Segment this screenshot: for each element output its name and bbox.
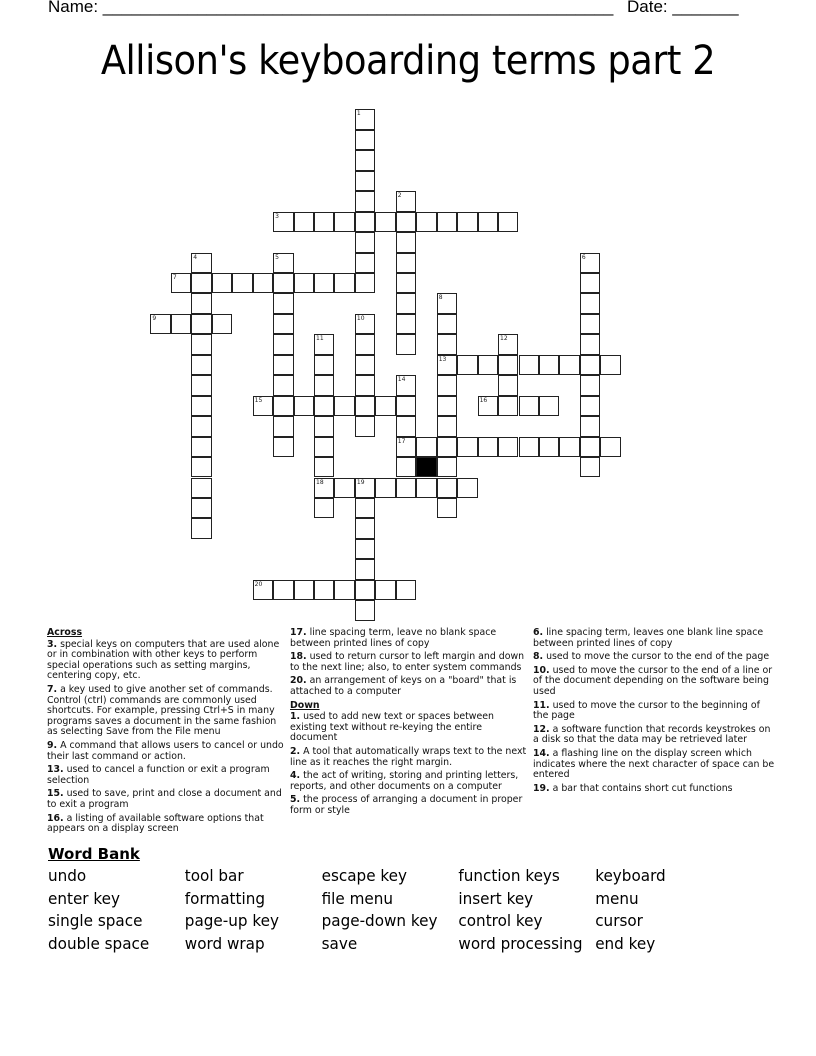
clue-number: 16. (47, 812, 64, 824)
crossword-cell[interactable] (355, 498, 375, 518)
clue-down-19 (533, 784, 778, 795)
crossword-cell[interactable] (600, 355, 620, 375)
clue-number-label: 13 (438, 355, 447, 363)
clue-across-17 (290, 628, 530, 649)
crossword-cell[interactable] (437, 457, 457, 477)
clue-number: 12. (533, 723, 550, 735)
clue-text: a listing of available software options that appears on a display screen (47, 812, 264, 835)
clue-number-label: 5 (275, 253, 279, 261)
crossword-cell[interactable] (355, 559, 375, 579)
crossword-cell[interactable] (273, 580, 293, 600)
crossword-cell[interactable] (437, 355, 457, 375)
clue-text: a software function that records keystrokes on a disk so that the data may be retrieved later (533, 723, 771, 746)
crossword-cell[interactable] (396, 232, 416, 252)
crossword-cell[interactable] (355, 109, 375, 129)
clue-down-1 (290, 712, 530, 744)
clue-text: line spacing term, leave no blank space between printed lines of copy (290, 627, 497, 649)
crossword-cell[interactable] (580, 457, 600, 477)
crossword-cell[interactable] (355, 171, 375, 191)
clues-column-1 (47, 628, 287, 838)
crossword-cell[interactable] (191, 375, 211, 395)
down-heading: Down (290, 699, 320, 711)
clue-number-label: 8 (438, 294, 443, 302)
crossword-cell[interactable] (191, 253, 211, 273)
clue-number-label: 12 (500, 335, 508, 343)
clue-number-label: 14 (397, 376, 406, 384)
clue-number: 1. (290, 711, 301, 723)
crossword-cell[interactable] (457, 437, 477, 457)
crossword-cell[interactable] (539, 396, 559, 416)
crossword-cell[interactable] (416, 212, 436, 232)
crossword-cell[interactable] (294, 212, 314, 232)
word-bank-title: Word Bank (48, 845, 140, 863)
crossword-cell[interactable] (314, 355, 334, 375)
clue-number-label: 11 (316, 335, 324, 343)
crossword-cell[interactable] (498, 355, 518, 375)
clue-number-label: 18 (316, 478, 324, 486)
clue-across-13 (47, 765, 287, 786)
crossword-cell[interactable] (396, 273, 416, 293)
clue-down-8 (533, 652, 778, 663)
crossword-cell[interactable] (355, 539, 375, 559)
clue-down-11 (533, 701, 778, 722)
crossword-cell[interactable] (580, 314, 600, 334)
blocked-cell (416, 457, 436, 477)
clue-text: a key used to give another set of commands. Control (ctrl) commands are commonly used shortcuts. For example, pressing Ctrl+S in many programs saves a document in the same fashion as selecting Save from the File menu (47, 683, 277, 738)
crossword-cell[interactable] (375, 580, 395, 600)
crossword-cell[interactable] (498, 396, 518, 416)
clue-number: 17. (290, 627, 307, 638)
crossword-cell[interactable] (396, 375, 416, 395)
clue-number: 14. (533, 747, 550, 759)
crossword-cell[interactable] (314, 580, 334, 600)
crossword-cell[interactable] (498, 212, 518, 232)
crossword-cell[interactable] (437, 293, 457, 313)
clue-text: used to cancel a function or exit a program selection (47, 764, 270, 786)
crossword-cell[interactable] (212, 314, 232, 334)
crossword-cell[interactable] (273, 212, 293, 232)
crossword-cell[interactable] (580, 416, 600, 436)
clue-number-label: 1 (356, 110, 361, 118)
clue-text: used to return cursor to left margin and down to the next line; also, to enter system commands (290, 651, 525, 673)
clue-number: 19. (533, 782, 550, 794)
clue-number: 8. (533, 651, 544, 663)
crossword-cell[interactable] (478, 396, 498, 416)
clue-text: A command that allows users to cancel or undo their last command or action. (47, 739, 284, 762)
crossword-cell[interactable] (498, 437, 518, 457)
across-heading: Across (47, 627, 83, 638)
clue-number-label: 2 (397, 192, 402, 200)
name-field-label: Name: ______________________________________________________ (48, 0, 614, 16)
crossword-cell[interactable] (355, 191, 375, 211)
word-bank-item: word wrap (184, 934, 265, 954)
crossword-cell[interactable] (355, 314, 375, 334)
clue-number: 10. (533, 664, 550, 676)
crossword-cell[interactable] (355, 580, 375, 600)
crossword-cell[interactable] (314, 498, 334, 518)
clue-number: 11. (533, 699, 550, 711)
crossword-cell[interactable] (273, 314, 293, 334)
crossword-cell[interactable] (457, 212, 477, 232)
clue-number-label: 16 (479, 396, 488, 404)
crossword-cell[interactable] (580, 293, 600, 313)
date-field-label: Date: _______ (627, 0, 739, 16)
crossword-cell[interactable] (191, 273, 211, 293)
crossword-cell[interactable] (437, 212, 457, 232)
crossword-cell[interactable] (191, 478, 211, 498)
word-bank-item: file menu (321, 888, 394, 908)
crossword-cell[interactable] (314, 416, 334, 436)
crossword-cell[interactable] (498, 375, 518, 395)
word-bank (48, 866, 732, 957)
crossword-cell[interactable] (191, 498, 211, 518)
clue-across-15 (47, 789, 287, 810)
crossword-cell[interactable] (437, 334, 457, 354)
crossword-cell[interactable] (273, 293, 293, 313)
clue-text: line spacing term, leaves one blank line space between printed lines of copy (533, 627, 764, 649)
crossword-cell[interactable] (355, 416, 375, 436)
crossword-cell[interactable] (232, 273, 252, 293)
crossword-cell[interactable] (191, 314, 211, 334)
clue-number: 13. (47, 764, 64, 776)
crossword-cell[interactable] (314, 478, 334, 498)
crossword-cell[interactable] (396, 396, 416, 416)
crossword-cell[interactable] (437, 375, 457, 395)
crossword-cell[interactable] (273, 437, 293, 457)
crossword-cell[interactable] (273, 416, 293, 436)
clue-down-10 (533, 666, 778, 698)
crossword-cell[interactable] (273, 396, 293, 416)
crossword-cell[interactable] (314, 273, 334, 293)
crossword-cell[interactable] (314, 457, 334, 477)
word-bank-item: formatting (184, 888, 265, 908)
crossword-cell[interactable] (375, 212, 395, 232)
word-bank-item: double space (48, 934, 150, 954)
clue-number-label: 15 (254, 396, 263, 404)
crossword-cell[interactable] (396, 416, 416, 436)
clue-number: 4. (290, 770, 301, 782)
crossword-cell[interactable] (457, 355, 477, 375)
crossword-cell[interactable] (191, 437, 211, 457)
crossword-cell[interactable] (437, 396, 457, 416)
clue-number-label: 17 (397, 437, 406, 445)
crossword-cell[interactable] (519, 437, 539, 457)
crossword-cell[interactable] (355, 232, 375, 252)
clue-number: 3. (47, 638, 58, 650)
word-bank-item: tool bar (184, 866, 244, 885)
crossword-cell[interactable] (478, 437, 498, 457)
crossword-cell[interactable] (191, 518, 211, 538)
crossword-cell[interactable] (580, 334, 600, 354)
word-bank-item: escape key (321, 866, 407, 885)
clue-number: 7. (47, 683, 58, 695)
word-bank-item: page-down key (321, 911, 438, 931)
crossword-cell[interactable] (273, 375, 293, 395)
crossword-cell[interactable] (416, 437, 436, 457)
crossword-cell[interactable] (437, 478, 457, 498)
crossword-cell[interactable] (396, 334, 416, 354)
crossword-cell[interactable] (355, 375, 375, 395)
crossword-cell[interactable] (580, 273, 600, 293)
clue-number: 6. (533, 627, 544, 638)
clue-text: a flashing line on the display screen which indicates where the next character of space can be entered (533, 747, 775, 781)
clue-text: used to move the cursor to the end of a line or of the document depending on the software being used (533, 664, 773, 697)
crossword-cell[interactable] (273, 334, 293, 354)
clue-down-2 (290, 747, 530, 768)
crossword-cell[interactable] (314, 396, 334, 416)
crossword-cell[interactable] (191, 334, 211, 354)
crossword-cell[interactable] (396, 314, 416, 334)
crossword-cell[interactable] (396, 293, 416, 313)
crossword-cell[interactable] (355, 518, 375, 538)
crossword-cell[interactable] (457, 478, 477, 498)
crossword-cell[interactable] (355, 396, 375, 416)
clue-number: 2. (290, 745, 301, 757)
clue-text: used to save, print and close a document and to exit a program (47, 788, 282, 810)
crossword-cell[interactable] (191, 293, 211, 313)
crossword-cell[interactable] (478, 212, 498, 232)
clue-number: 20. (290, 675, 307, 687)
clue-down-6 (533, 628, 778, 649)
crossword-cell[interactable] (294, 396, 314, 416)
crossword-cell[interactable] (253, 396, 273, 416)
clue-number-label: 7 (172, 274, 177, 281)
clues-column-3 (533, 628, 778, 797)
crossword-cell[interactable] (191, 355, 211, 375)
crossword-cell[interactable] (519, 396, 539, 416)
clue-text: A tool that automatically wraps text to the next line as it reaches the right margin. (290, 745, 527, 768)
clue-text: used to add new text or spaces between existing text without re-keying the entire document (290, 711, 494, 744)
crossword-cell[interactable] (294, 273, 314, 293)
crossword-cell[interactable] (334, 273, 354, 293)
crossword-cell[interactable] (355, 273, 375, 293)
clue-across-9 (47, 741, 287, 762)
word-bank-item: word processing (458, 934, 583, 954)
word-bank-item: enter key (48, 888, 120, 908)
crossword-cell[interactable] (334, 478, 354, 498)
clue-across-3 (47, 640, 287, 682)
crossword-cell[interactable] (498, 334, 518, 354)
clue-number-label: 10 (356, 314, 365, 322)
word-bank-item: keyboard (595, 866, 666, 885)
crossword-cell[interactable] (355, 130, 375, 150)
crossword-cell[interactable] (294, 580, 314, 600)
word-bank-item: cursor (595, 911, 643, 931)
clue-number-label: 6 (581, 253, 586, 261)
clue-across-16 (47, 814, 287, 835)
crossword-cell[interactable] (273, 355, 293, 375)
crossword-cell[interactable] (580, 375, 600, 395)
clue-down-5 (290, 795, 530, 816)
crossword-cell[interactable] (355, 253, 375, 273)
crossword-cell[interactable] (355, 334, 375, 354)
clue-number-label: 3 (275, 212, 279, 220)
crossword-cell[interactable] (437, 437, 457, 457)
clue-text: used to move the cursor to the end of the page (543, 651, 770, 663)
crossword-cell[interactable] (437, 314, 457, 334)
clue-number-label: 9 (152, 314, 157, 322)
clue-number-label: 19 (356, 478, 365, 486)
word-bank-item: single space (48, 911, 143, 931)
crossword-cell[interactable] (437, 498, 457, 518)
word-bank-item: control key (458, 911, 543, 931)
page-title: Allison's keyboarding terms part 2 (100, 38, 716, 84)
crossword-cell[interactable] (355, 150, 375, 170)
clue-down-12 (533, 725, 778, 746)
crossword-cell[interactable] (559, 355, 579, 375)
word-bank-item: menu (595, 888, 639, 908)
word-bank-item: page-up key (184, 911, 279, 931)
word-bank-item: end key (595, 934, 656, 954)
crossword-cell[interactable] (416, 478, 436, 498)
crossword-cell[interactable] (396, 253, 416, 273)
crossword-cell[interactable] (355, 355, 375, 375)
clue-text: used to move the cursor to the beginning of the page (533, 699, 760, 722)
clue-number-label: 20 (254, 580, 263, 588)
crossword-cell[interactable] (314, 437, 334, 457)
crossword-cell[interactable] (396, 478, 416, 498)
crossword-cell[interactable] (171, 314, 191, 334)
crossword-cell[interactable] (253, 580, 273, 600)
clue-number: 18. (290, 651, 307, 663)
word-bank-item: save (321, 934, 358, 954)
word-bank-item: insert key (458, 888, 534, 908)
crossword-cell[interactable] (191, 416, 211, 436)
crossword-cell[interactable] (375, 396, 395, 416)
crossword-cell[interactable] (559, 437, 579, 457)
clue-down-4 (290, 771, 530, 792)
clue-number: 9. (47, 739, 58, 751)
clue-text: the process of arranging a document in proper form or style (290, 794, 523, 816)
crossword-cell[interactable] (334, 212, 354, 232)
crossword-cell[interactable] (253, 273, 273, 293)
clue-text: the act of writing, storing and printing letters, reports, and other documents on a computer (290, 770, 519, 792)
crossword-cell[interactable] (314, 334, 334, 354)
crossword-cell[interactable] (273, 273, 293, 293)
clues-column-2 (290, 628, 530, 820)
crossword-cell[interactable] (539, 437, 559, 457)
crossword-cell[interactable] (212, 273, 232, 293)
crossword-cell[interactable] (314, 375, 334, 395)
crossword-cell[interactable] (396, 212, 416, 232)
crossword-cell[interactable] (273, 253, 293, 273)
crossword-cell[interactable] (478, 355, 498, 375)
crossword-cell[interactable] (600, 437, 620, 457)
word-bank-item: undo (48, 866, 87, 885)
crossword-cell[interactable] (171, 273, 191, 293)
crossword-cell[interactable] (539, 355, 559, 375)
clue-across-18 (290, 652, 530, 673)
crossword-cell[interactable] (355, 478, 375, 498)
crossword-cell[interactable] (375, 478, 395, 498)
crossword-cell[interactable] (396, 457, 416, 477)
crossword-cell[interactable] (396, 580, 416, 600)
crossword-cell[interactable] (519, 355, 539, 375)
crossword-cell[interactable] (150, 314, 170, 334)
crossword-cell[interactable] (437, 416, 457, 436)
crossword-cell[interactable] (396, 191, 416, 211)
clue-across-20 (290, 676, 530, 697)
crossword-cell[interactable] (580, 253, 600, 273)
crossword-cell[interactable] (355, 212, 375, 232)
crossword-cell[interactable] (191, 457, 211, 477)
clue-number: 5. (290, 794, 301, 806)
crossword-cell[interactable] (334, 396, 354, 416)
crossword-cell[interactable] (314, 212, 334, 232)
crossword-cell[interactable] (396, 437, 416, 457)
crossword-cell[interactable] (580, 355, 600, 375)
crossword-cell[interactable] (355, 600, 375, 620)
crossword-cell[interactable] (580, 437, 600, 457)
clue-number: 15. (47, 788, 64, 800)
clue-text: an arrangement of keys on a "board" that is attached to a computer (290, 675, 517, 697)
crossword-cell[interactable] (191, 396, 211, 416)
crossword-cell[interactable] (334, 580, 354, 600)
clue-number-label: 4 (193, 253, 198, 261)
clue-across-7 (47, 685, 287, 738)
clue-down-14 (533, 749, 778, 781)
crossword-cell[interactable] (580, 396, 600, 416)
clue-text: special keys on computers that are used alone or in combination with other keys to perform special operations such as setting margins, centering copy, etc. (47, 638, 280, 682)
clue-text: a bar that contains short cut functions (549, 782, 733, 794)
word-bank-item: function keys (458, 866, 560, 885)
